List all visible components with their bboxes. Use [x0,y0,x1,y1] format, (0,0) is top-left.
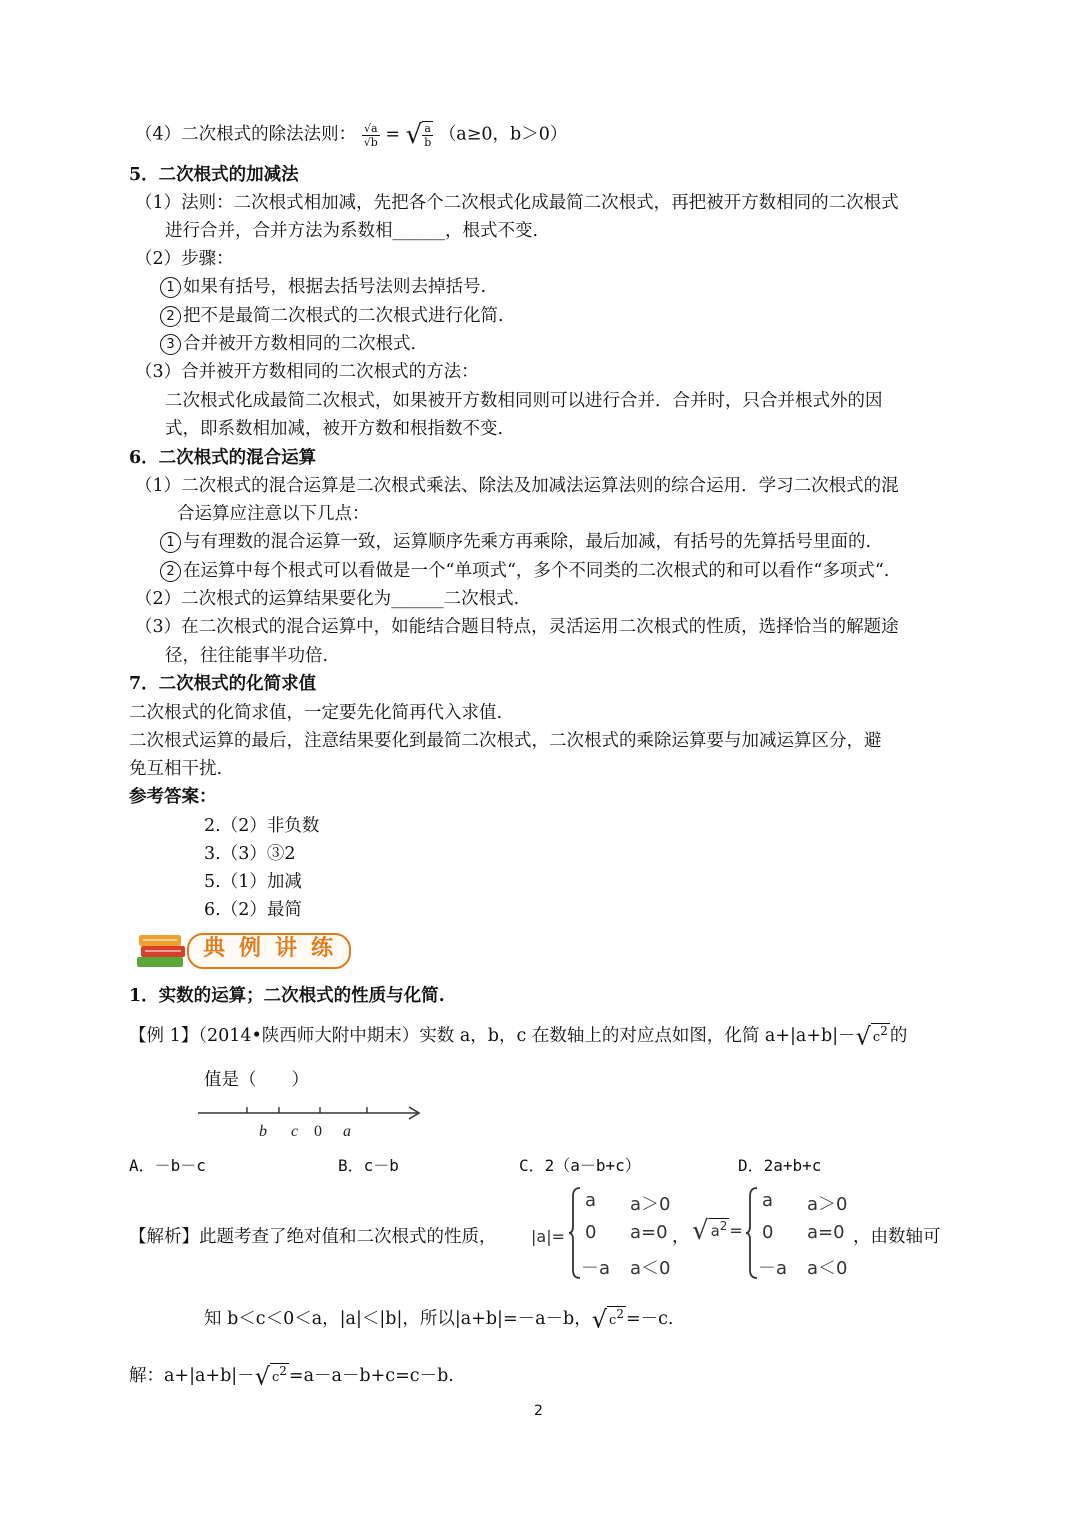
sqrt-cases [758,1190,862,1280]
section6-heading: 6．二次根式的混合运算 [129,448,317,468]
example1-tail: 的 [889,1026,908,1046]
section6-p3-line1: （3）在二次根式的混合运算中，如能结合题目特点，灵活运用二次根式的性质，选择恰当的解题途 [135,617,899,637]
tick-label-c: c [291,1123,299,1140]
rhs-numerator: a [422,122,433,136]
tick-label-a: a [343,1123,351,1140]
section5-step2 [160,304,504,328]
answer-item: 5.（1）加减 [204,872,302,892]
rhs-denominator: b [424,136,432,149]
c2-radicand [607,1306,626,1328]
example-banner [133,929,349,969]
case-condition: a＜0 [807,1258,848,1279]
books-icon [133,929,195,973]
example1-line1 [129,1023,907,1049]
left-brace-icon [745,1186,759,1280]
example1-line2: 值是（ ） [204,1070,309,1090]
analysis-line2-text: 知 b＜c＜0＜a，|a|＜|b|，所以|a+b|=－a－b， [204,1309,592,1329]
rhs-fraction [422,121,433,149]
solution-radicand [270,1363,289,1385]
case-condition: a=0 [807,1222,845,1243]
solution-tail: =a－a－b+c=c－b. [288,1366,454,1386]
section5-step3 [160,332,416,356]
sqrt-a2-lhs [692,1216,743,1246]
case-condition: a＞0 [807,1194,848,1215]
case-value: 0 [585,1222,597,1243]
case-value: 0 [762,1222,774,1243]
topic-heading: 1．实数的运算；二次根式的性质与化简. [129,986,445,1006]
solution-line [129,1363,454,1389]
sqrt-sign-icon: √ [692,1216,709,1246]
lhs-numerator: √a [362,122,380,136]
circled-2-icon: 2 [160,306,181,327]
answers-label: 参考答案： [129,787,217,807]
exponent-text: 2 [279,1364,287,1378]
section5-rule-line1: （1）法则：二次根式相加减，先把各个二次根式化成最简二次根式，再把被开方数相同的二次根式 [135,193,899,213]
analysis-tail: ，由数轴可 [853,1227,941,1247]
analysis-line2-tail: =－c. [625,1309,674,1329]
division-rule-prefix: （4）二次根式的除法法则： [135,124,357,145]
lhs-fraction [362,122,380,149]
lhs-denominator: √b [363,135,378,149]
sqrt-sign-icon: √ [405,120,423,150]
case-condition: a＞0 [630,1194,671,1215]
circled-3-icon: 3 [160,334,181,355]
section5-step3-text: 合并被开方数相同的二次根式. [183,334,417,354]
equals-sign: = [729,1221,743,1240]
section7-line2: 二次根式运算的最后，注意结果要化到最简二次根式，二次根式的乘除运算要与加减运算区分，避 [129,731,882,751]
section6-p2: （2）二次根式的运算结果要化为______二次根式. [135,589,520,609]
exponent-text: 2 [616,1307,624,1321]
section5-method-label: （3）合并被开方数相同的二次根式的方法： [135,362,479,382]
section5-method-line1: 二次根式化成最简二次根式，如果被开方数相同则可以进行合并．合并时，只合并根式外的因 [165,391,883,411]
circled-1-icon: 1 [160,277,181,298]
radicand-text: c [271,1370,280,1385]
example1-text: 【例 1】（2014•陕西师大附中期末）实数 a，b，c 在数轴上的对应点如图，化简 a+|a+b|－ [129,1026,856,1046]
section6-point1 [160,530,871,554]
analysis-line2 [204,1306,674,1332]
page-number: 2 [534,1403,543,1419]
option-c: C．2（a－b+c） [519,1156,641,1175]
radicand-text: c [609,1313,617,1328]
section6-p1-line2: 合运算应注意以下几点： [177,504,370,524]
division-rule-line [135,121,567,149]
radicand-text: c [872,1030,881,1045]
section7-line1: 二次根式的化简求值，一定要先化简再代入求值. [129,703,503,723]
section5-step1 [160,275,486,299]
case-value: a [585,1190,597,1211]
section7-line3: 免互相干扰. [129,759,223,779]
section6-p1-line1: （1）二次根式的混合运算是二次根式乘法、除法及加减法运算法则的综合运用．学习二次根式的混 [135,476,899,496]
option-d: D．2a+b+c [738,1156,822,1175]
example1-radicand [871,1023,890,1045]
sqrt-sign-icon: √ [855,1022,871,1051]
case-value: －a [758,1258,788,1279]
section7-heading: 7．二次根式的化简求值 [129,674,317,694]
circled-1-icon: 1 [160,532,181,553]
radicand-text: a [710,1222,720,1240]
sqrt-sign-icon: √ [591,1305,608,1334]
section5-heading: 5．二次根式的加减法 [129,165,299,185]
banner-text: 典例讲练 [203,936,348,961]
division-rule-condition: （a≥0，b＞0） [438,124,568,145]
abs-a-lhs: |a|= [531,1227,565,1246]
left-brace-icon [568,1186,582,1280]
answer-item: 2.（2）非负数 [204,816,320,836]
number-line [195,1100,430,1142]
section6-point1-text: 与有理数的混合运算一致，运算顺序先乘方再乘除，最后加减，有括号的先算括号里面的. [183,532,872,552]
option-a: A．－b－c [129,1156,206,1175]
exponent-text: 2 [880,1024,888,1038]
section6-point2-text: 在运算中每个根式可以看做是一个“单项式“，多个不同类的二次根式的和可以看作“多项式“. [183,561,890,581]
answer-item: 6.（2）最简 [204,900,302,920]
analysis-label: 【解析】此题考查了绝对值和二次根式的性质， [129,1227,497,1247]
case-value: a [762,1190,774,1211]
circled-2-icon: 2 [160,561,181,582]
answer-item: 3.（3）③2 [204,844,296,864]
case-value: －a [581,1258,611,1279]
section6-point2 [160,559,889,583]
case-condition: a＜0 [630,1258,671,1279]
tick-label-b: b [259,1123,267,1140]
section5-step1-text: 如果有括号，根据去括号法则去掉括号. [183,277,487,297]
case-condition: a=0 [630,1222,668,1243]
option-b: B．c－b [338,1156,399,1175]
section5-steps-label: （2）步骤： [135,249,234,269]
analysis-comma: ， [672,1227,690,1247]
abs-cases [581,1190,685,1280]
exponent-text: 2 [719,1219,728,1233]
equals-sign: = [385,124,401,145]
section6-p3-line2: 径，往往能事半功倍. [165,646,329,666]
tick-label-0: 0 [314,1123,322,1140]
solution-prefix: 解：a+|a+b|－ [129,1366,255,1386]
sqrt-a2-radicand [709,1218,730,1238]
section5-rule-line2: 进行合并，合并方法为系数相______，根式不变. [165,221,539,241]
sqrt-sign-icon: √ [254,1362,270,1391]
section5-step2-text: 把不是最简二次根式的二次根式进行化简. [183,306,504,326]
section5-method-line2: 式，即系数相加减，被开方数和根指数不变. [165,419,504,439]
